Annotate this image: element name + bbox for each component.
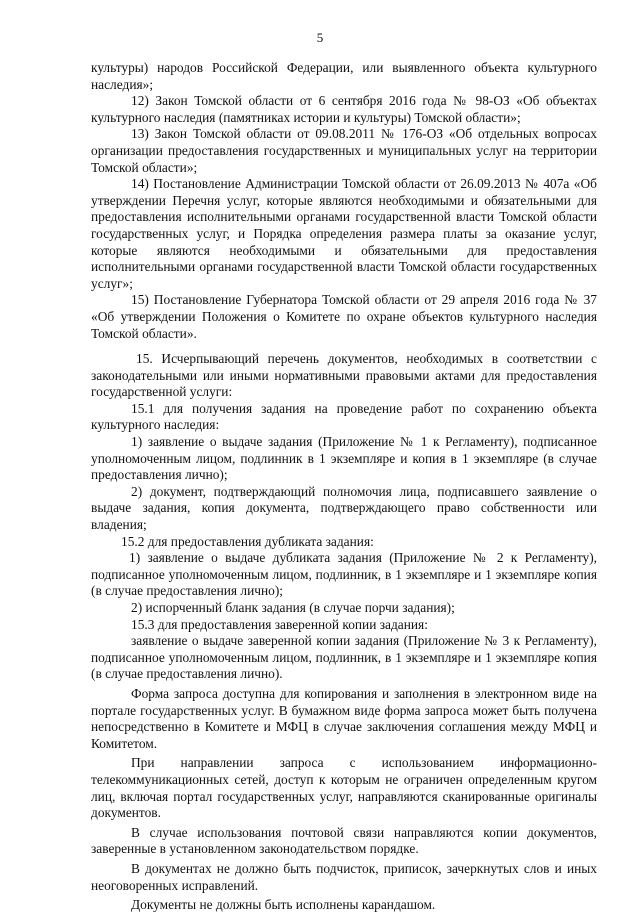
item-15-2-sub-2: 2) испорченный бланк задания (в случае порчи задания); [131,600,455,615]
paragraph-network-request: При направлении запроса с использованием информационно-телекоммуникационных сетей, доступ к которым не ограничен определенным кругом лиц, включая портал государственных услуг, направляются сканированные оригиналы документов. [91,755,597,821]
page-number: 5 [316,30,324,45]
section-15-heading: 15. Исчерпывающий перечень документов, необходимых в соответствии с законодательными или иными нормативными правовыми актами для предоставления государственной услуги: [91,351,597,400]
paragraph-resolution-14: 14) Постановление Администрации Томской области от 26.09.2013 № 407а «Об утверждении Перечня услуг, которые являются необходимыми и обязательными для предоставления исполнительными органами государственной власти Томской области государственных услуг, и Порядка определения размера платы за оказание услуг, которые являются необходимыми и обязательными для предоставления исполнительными органами государственной власти Томской области государственных услуг»; [91,176,597,291]
paragraph-postal: В случае использования почтовой связи направляются копии документов, заверенные в установленном законодательством порядке. [91,824,597,857]
paragraph-resolution-15: 15) Постановление Губернатора Томской области от 29 апреля 2016 года № 37 «Об утверждении Положения о Комитете по охране объектов культурного наследия Томской области». [91,292,597,341]
paragraph-law-13: 13) Закон Томской области от 09.08.2011 № 176-ОЗ «Об отдельных вопросах организации предоставления государственных и муниципальных услуг на территории Томской области»; [91,126,597,175]
paragraph-continuation: культуры) народов Российской Федерации, или выявленного объекта культурного наследия»; [91,60,597,92]
paragraph-no-corrections: В документах не должно быть подчисток, приписок, зачеркнутых слов и иных неоговоренных исправлений. [91,860,597,893]
item-15-3: 15.3 для предоставления заверенной копии задания: [131,616,428,632]
item-15-2-sub-1: 1) заявление о выдаче дубликата задания (Приложение № 2 к Регламенту), подписанное уполномоченным лицом, подлинник, в 1 экземпляре и 1 экземпляре копия (в случае предоставления лично); [91,550,597,599]
item-15-3-application: заявление о выдаче заверенной копии задания (Приложение № 3 к Регламенту), подписанное уполномоченным лицом, подлинник, в 1 экземпляре и 1 экземпляре копия (в случае предоставления лично). [91,633,597,682]
document-body [91,60,597,914]
paragraph-no-pencil: Документы не должны быть исполнены карандашом. [131,897,436,913]
item-15-1: 15.1 для получения задания на проведение работ по сохранению объекта культурного наследия: [91,400,597,433]
item-15-1-sub-2: 2) документ, подтверждающий полномочия лица, подписавшего заявление о выдаче задания, копия документа, подтверждающего право собственности или владения; [91,483,597,533]
item-15-1-sub-1: 1) заявление о выдаче задания (Приложение № 1 к Регламенту), подписанное уполномоченным лицом, подлинник в 1 экземпляре и копия в 1 экземпляре (в случае предоставления лично); [91,434,597,483]
paragraph-law-12: 12) Закон Томской области от 6 сентября 2016 года № 98-ОЗ «Об объектах культурного наследия (памятниках истории и культуры) Томской области»; [91,93,597,125]
item-15-2: 15.2 для предоставления дубликата задания: [121,533,374,549]
paragraph-request-form: Форма запроса доступна для копирования и заполнения в электронном виде на портале государственных услуг. В бумажном виде форма запроса может быть получена непосредственно в Комитете и МФЦ в случае заключения соглашения между МФЦ и Комитетом. [91,685,597,751]
